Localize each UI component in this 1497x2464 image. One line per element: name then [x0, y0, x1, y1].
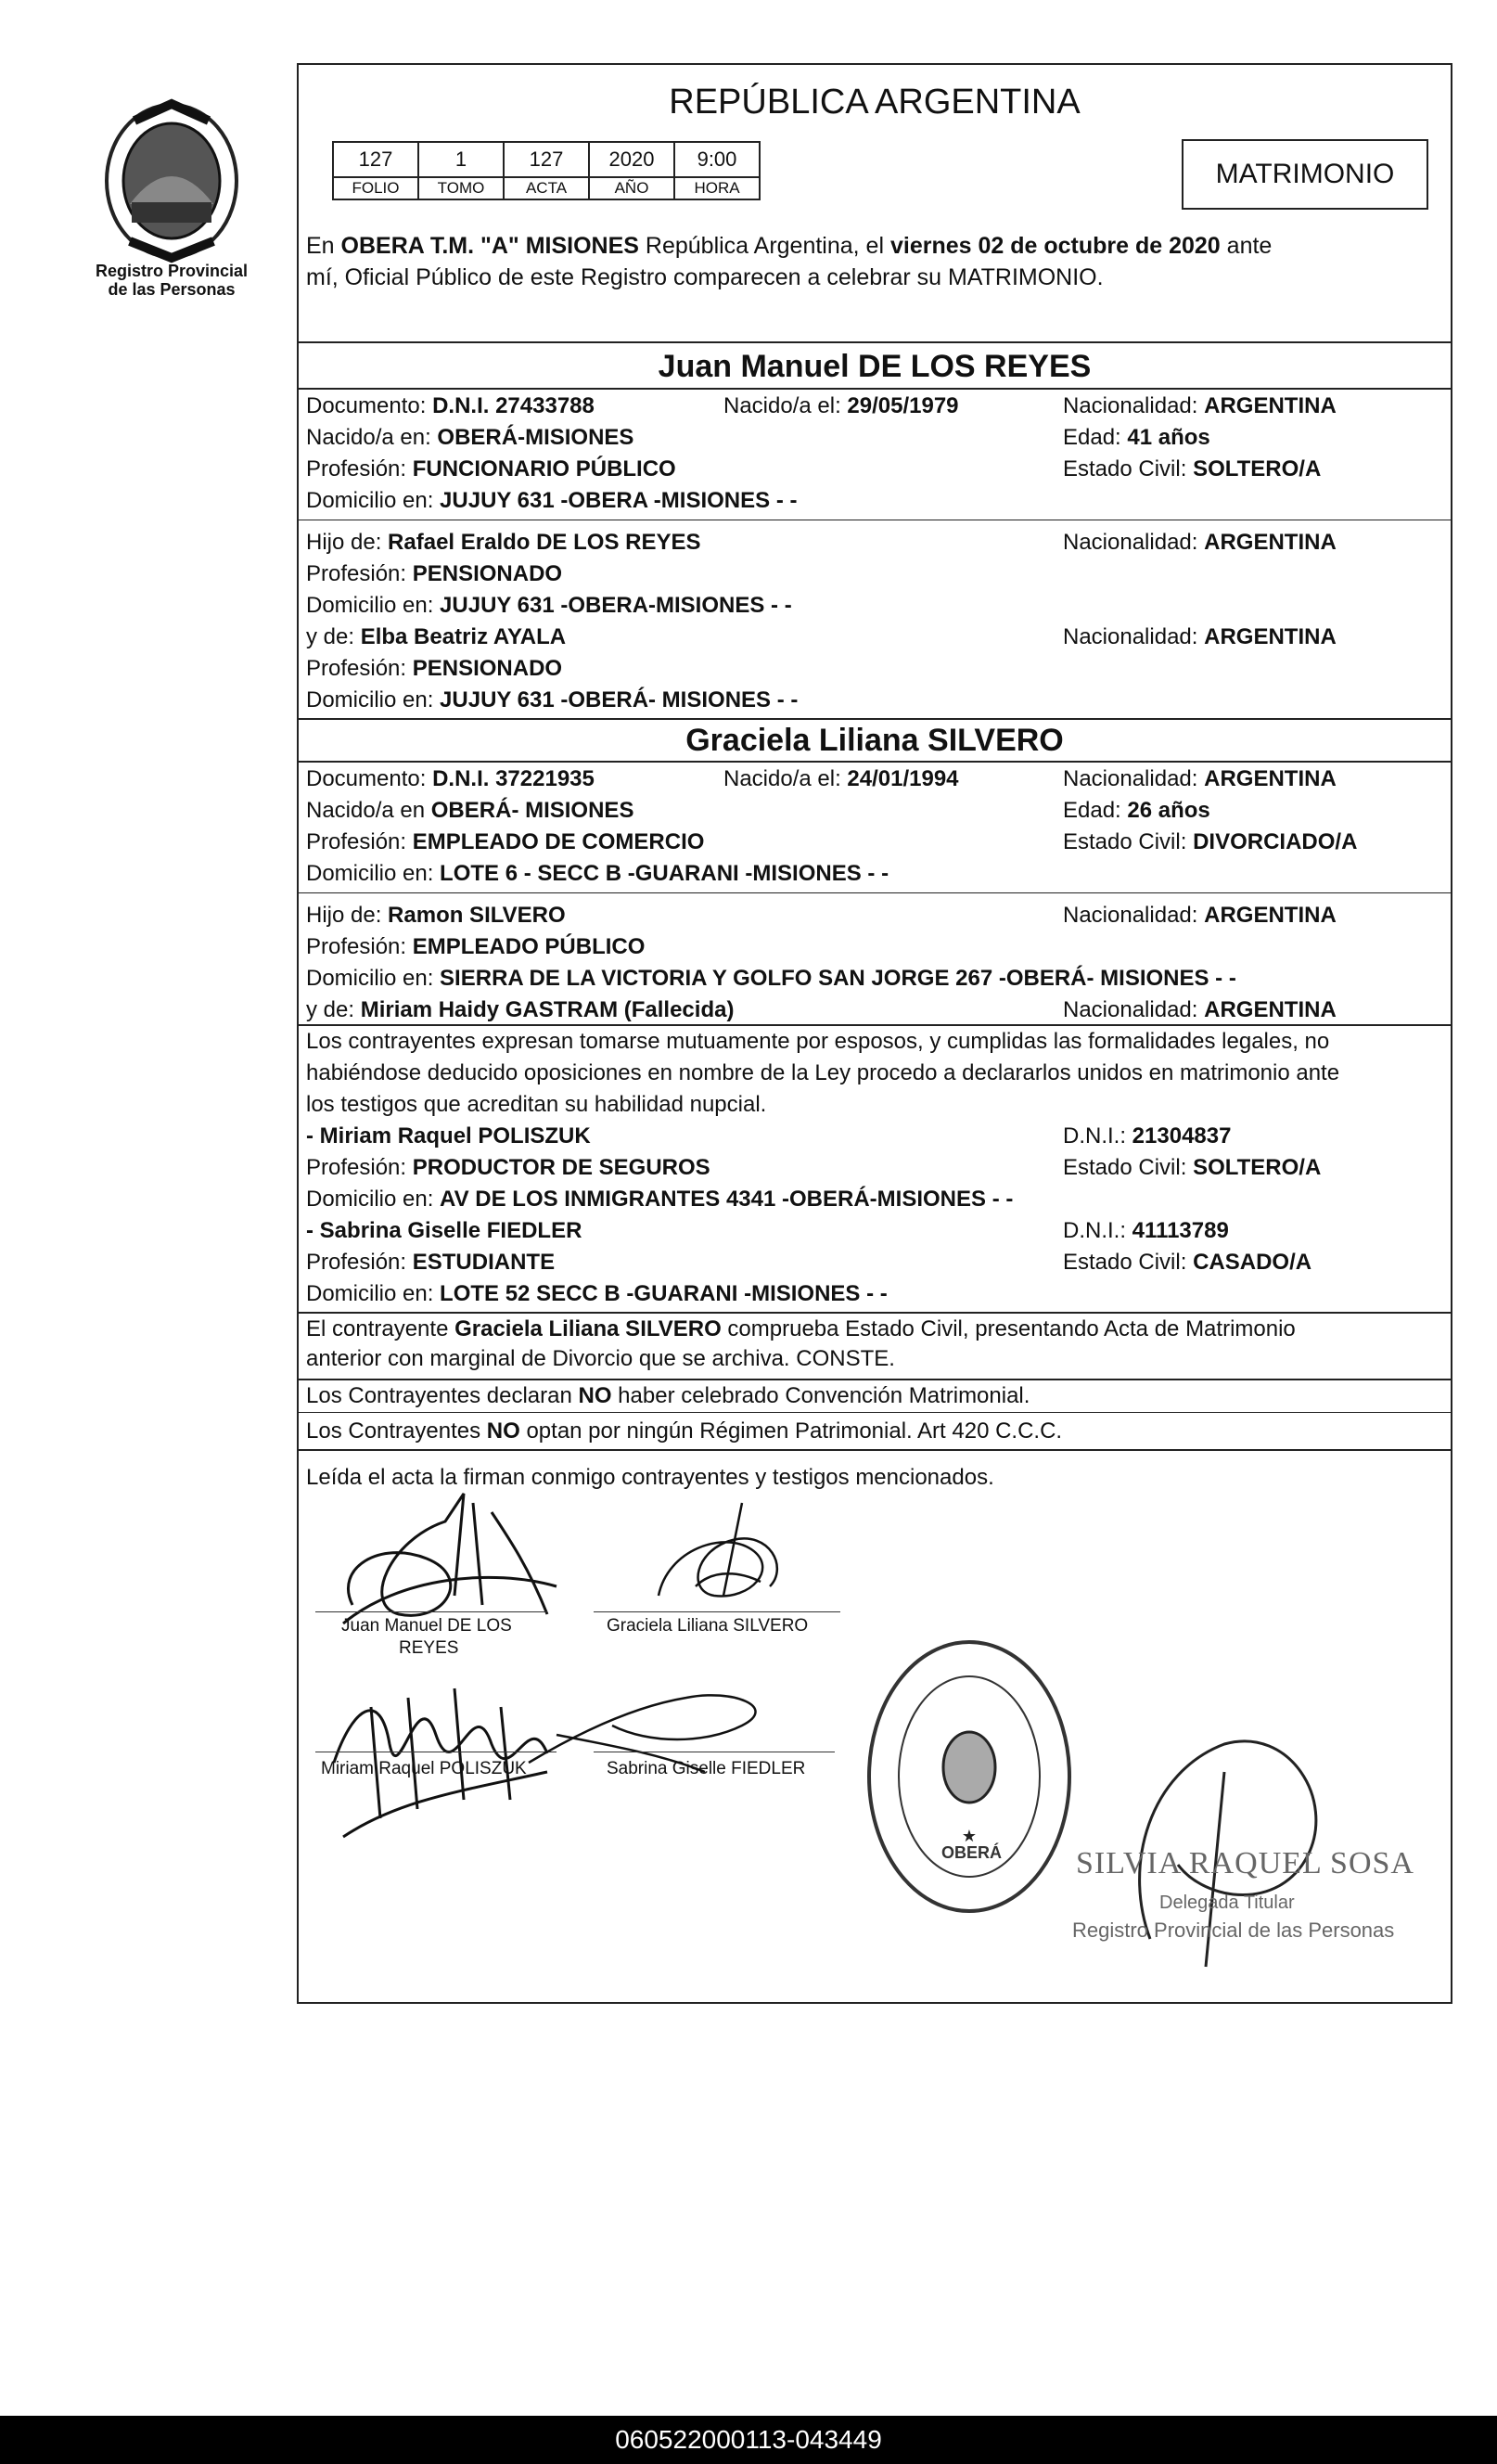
witness-1-address [306, 1186, 1013, 1213]
hora-value: 9:00 [674, 142, 760, 177]
document-code-footer: 060522000113-043449 [0, 2416, 1497, 2464]
value: Ramon SILVERO [388, 903, 566, 928]
bride-father [306, 902, 566, 930]
bride-address [306, 860, 889, 888]
groom-father [306, 529, 700, 557]
intro-line-1 [306, 232, 1272, 260]
anio-value: 2020 [589, 142, 674, 177]
provincial-seal-logo [93, 93, 250, 269]
value: LOTE 6 - SECC B -GUARANI -MISIONES - - [440, 861, 889, 886]
bride-signature-scribble [640, 1494, 807, 1614]
intro-line-2: mí, Oficial Público de este Registro comparecen a celebrar su MATRIMONIO. [306, 264, 1104, 290]
groom-signature-label-1: Juan Manuel DE LOS [341, 1616, 512, 1636]
label: Domicilio en: [306, 861, 441, 886]
label: Estado Civil: [1063, 456, 1194, 481]
label: Profesión: [306, 1250, 413, 1275]
text: Los Contrayentes [306, 1418, 487, 1444]
intro-text: En [306, 233, 341, 259]
value: ARGENTINA [1204, 903, 1337, 928]
value: Miriam Haidy GASTRAM (Fallecida) [360, 997, 735, 1022]
witness-1-dni [1063, 1123, 1231, 1150]
svg-text:★: ★ [961, 1827, 978, 1845]
value: 41 años [1127, 425, 1210, 450]
groom-father-profession [306, 560, 562, 588]
value: ARGENTINA [1204, 624, 1337, 649]
hora-label: HORA [674, 177, 760, 199]
patrimonial-regime-note [306, 1418, 1062, 1445]
intro-date: viernes 02 de octubre de 2020 [889, 233, 1221, 259]
official-name: SILVIA RAQUEL SOSA [1076, 1846, 1414, 1880]
value: Sabrina Giselle FIEDLER [319, 1218, 582, 1243]
label: Nacionalidad: [1063, 997, 1205, 1022]
text: optan por ningún Régimen Patrimonial. Art 420 C.C.C. [519, 1418, 1063, 1444]
tomo-label: TOMO [418, 177, 504, 199]
label: Nacido/a en [306, 798, 431, 823]
value: PENSIONADO [412, 561, 563, 586]
bride-born-on [723, 765, 959, 793]
groom-doc [306, 392, 595, 420]
label: Documento: [306, 393, 433, 418]
label: Nacionalidad: [1063, 530, 1205, 555]
declaration-line-3: los testigos que acreditan su habilidad nupcial. [306, 1092, 767, 1117]
bride-name: Graciela Liliana SILVERO [685, 723, 1064, 758]
folio-label: FOLIO [333, 177, 418, 199]
bride-age [1063, 797, 1210, 825]
value: JUJUY 631 -OBERA-MISIONES - - [440, 593, 792, 618]
label: Hijo de: [306, 903, 389, 928]
text: El contrayente [306, 1316, 455, 1341]
value: 24/01/1994 [847, 766, 959, 791]
label: Profesión: [306, 1155, 413, 1180]
witness-1-signature-label: Miriam Raquel POLISZUK [321, 1759, 527, 1778]
groom-civil-status [1063, 456, 1321, 483]
bride-doc [306, 765, 595, 793]
bride-born-in [306, 797, 633, 825]
label: Nacido/a el: [723, 766, 848, 791]
official-organization: Registro Provincial de las Personas [1072, 1919, 1395, 1942]
value: Miriam Raquel POLISZUK [319, 1123, 591, 1149]
value: LOTE 52 SECC B -GUARANI -MISIONES - - [440, 1281, 888, 1306]
witness-2-signature-label: Sabrina Giselle FIEDLER [607, 1759, 806, 1778]
value: Elba Beatriz AYALA [360, 624, 567, 649]
value: SIERRA DE LA VICTORIA Y GOLFO SAN JORGE 267 -OBERÁ- MISIONES - - [440, 966, 1236, 991]
witness-1-name: - Miriam Raquel POLISZUK [306, 1123, 591, 1149]
witness-1-civil-status [1063, 1154, 1321, 1182]
label: Nacionalidad: [1063, 903, 1205, 928]
groom-born-in [306, 424, 633, 452]
bride-mother-nationality [1063, 996, 1337, 1024]
value: EMPLEADO PÚBLICO [412, 934, 646, 959]
label: Nacionalidad: [1063, 393, 1205, 418]
bride-father-address [306, 965, 1236, 993]
label: Nacido/a el: [723, 393, 848, 418]
value: ARGENTINA [1204, 393, 1337, 418]
intro-text: ante [1220, 233, 1273, 259]
value: FUNCIONARIO PÚBLICO [412, 456, 676, 481]
label: Estado Civil: [1063, 829, 1194, 854]
value: D.N.I. 37221935 [432, 766, 595, 791]
value: D.N.I. 27433788 [432, 393, 595, 418]
value: AV DE LOS INMIGRANTES 4341 -OBERÁ-MISIONES - - [440, 1187, 1014, 1212]
tomo-value: 1 [418, 142, 504, 177]
groom-father-address [306, 592, 792, 620]
intro-text: República Argentina, el [638, 233, 890, 259]
value: DIVORCIADO/A [1193, 829, 1358, 854]
value: NO [578, 1383, 612, 1408]
label: y de: [306, 624, 361, 649]
value: SOLTERO/A [1193, 1155, 1322, 1180]
label: Profesión: [306, 561, 413, 586]
text: haber celebrado Convención Matrimonial. [611, 1383, 1030, 1408]
bride-profession [306, 828, 704, 856]
value: JUJUY 631 -OBERÁ- MISIONES - - [440, 687, 799, 712]
bride-nationality [1063, 765, 1337, 793]
label: Nacido/a en: [306, 425, 438, 450]
label: Profesión: [306, 829, 413, 854]
label: Domicilio en: [306, 1187, 441, 1212]
value: OBERÁ- MISIONES [430, 798, 634, 823]
label: Nacionalidad: [1063, 624, 1205, 649]
groom-mother-profession [306, 655, 562, 683]
value: PENSIONADO [412, 656, 563, 681]
label: D.N.I.: [1063, 1123, 1132, 1149]
value: SOLTERO/A [1193, 456, 1322, 481]
text: comprueba Estado Civil, presentando Acta de Matrimonio [721, 1316, 1296, 1341]
country-title: REPÚBLICA ARGENTINA [669, 83, 1081, 122]
label: Domicilio en: [306, 488, 441, 513]
bride-civil-status [1063, 828, 1357, 856]
declaration-line-1: Los contrayentes expresan tomarse mutuamente por esposos, y cumplidas las formalidades legales, no [306, 1029, 1330, 1054]
witness-2-civil-status [1063, 1249, 1311, 1277]
folio-value: 127 [333, 142, 418, 177]
witness-2-profession [306, 1249, 555, 1277]
witness-2-name: - Sabrina Giselle FIEDLER [306, 1218, 582, 1243]
text: Los Contrayentes declaran [306, 1383, 579, 1408]
groom-mother-address [306, 687, 798, 714]
acta-label: ACTA [504, 177, 589, 199]
value: Rafael Eraldo DE LOS REYES [388, 530, 701, 555]
witness-2-address [306, 1280, 888, 1308]
value: Graciela Liliana SILVERO [454, 1316, 722, 1341]
groom-address [306, 487, 797, 515]
bride-father-profession [306, 933, 645, 961]
groom-mother-nationality [1063, 623, 1337, 651]
label: Profesión: [306, 656, 413, 681]
value: PRODUCTOR DE SEGUROS [412, 1155, 710, 1180]
convention-note [306, 1382, 1030, 1410]
groom-father-nationality [1063, 529, 1337, 557]
value: NO [486, 1418, 520, 1444]
label: Estado Civil: [1063, 1250, 1194, 1275]
label: Domicilio en: [306, 966, 441, 991]
logo-caption-line2: de las Personas [108, 280, 236, 299]
label: Domicilio en: [306, 593, 441, 618]
label: y de: [306, 997, 361, 1022]
groom-mother [306, 623, 566, 651]
label: Domicilio en: [306, 687, 441, 712]
logo-caption-line1: Registro Provincial [95, 262, 249, 280]
value: CASADO/A [1193, 1250, 1312, 1275]
label: Edad: [1063, 798, 1128, 823]
value: EMPLEADO DE COMERCIO [412, 829, 705, 854]
groom-age [1063, 424, 1210, 452]
declaration-line-2: habiéndose deducido oposiciones en nombre de la Ley procedo a declararlos unidos en matrimonio ante [306, 1060, 1340, 1085]
value: ARGENTINA [1204, 766, 1337, 791]
label: Nacionalidad: [1063, 766, 1205, 791]
value: 29/05/1979 [847, 393, 959, 418]
bride-mother [306, 996, 734, 1024]
reading-note: Leída el acta la firman conmigo contrayentes y testigos mencionados. [306, 1465, 994, 1490]
value: ESTUDIANTE [412, 1250, 556, 1275]
stamp-center-text: OBERÁ [941, 1843, 1003, 1862]
civil-status-note-line-1 [306, 1315, 1296, 1343]
acta-value: 127 [504, 142, 589, 177]
value: 41113789 [1132, 1218, 1229, 1243]
value: ARGENTINA [1204, 530, 1337, 555]
record-number-grid [332, 141, 761, 200]
label: Estado Civil: [1063, 1155, 1194, 1180]
witness-1-profession [306, 1154, 710, 1182]
groom-signature-label-2: REYES [399, 1638, 459, 1658]
delegation-stamp [863, 1633, 1076, 1920]
value: 21304837 [1132, 1123, 1232, 1149]
label: Domicilio en: [306, 1281, 441, 1306]
civil-status-note-line-2: anterior con marginal de Divorcio que se archiva. CONSTE. [306, 1346, 895, 1371]
label: Documento: [306, 766, 433, 791]
label: Profesión: [306, 934, 413, 959]
witness-2-dni [1063, 1217, 1229, 1245]
label: Edad: [1063, 425, 1128, 450]
value: OBERÁ-MISIONES [437, 425, 634, 450]
groom-profession [306, 456, 676, 483]
label: D.N.I.: [1063, 1218, 1132, 1243]
intro-place: OBERA T.M. "A" MISIONES [340, 233, 639, 259]
document-type-box: MATRIMONIO [1182, 139, 1428, 210]
bride-father-nationality [1063, 902, 1337, 930]
official-role: Delegada Titular [1159, 1893, 1295, 1913]
label: Hijo de: [306, 530, 389, 555]
value: ARGENTINA [1204, 997, 1337, 1022]
groom-born-on [723, 392, 959, 420]
label: Profesión: [306, 456, 413, 481]
groom-name: Juan Manuel DE LOS REYES [658, 349, 1092, 384]
value: 26 años [1127, 798, 1210, 823]
bride-signature-label: Graciela Liliana SILVERO [607, 1616, 809, 1636]
value: JUJUY 631 -OBERA -MISIONES - - [440, 488, 798, 513]
groom-nationality [1063, 392, 1337, 420]
anio-label: AÑO [589, 177, 674, 199]
